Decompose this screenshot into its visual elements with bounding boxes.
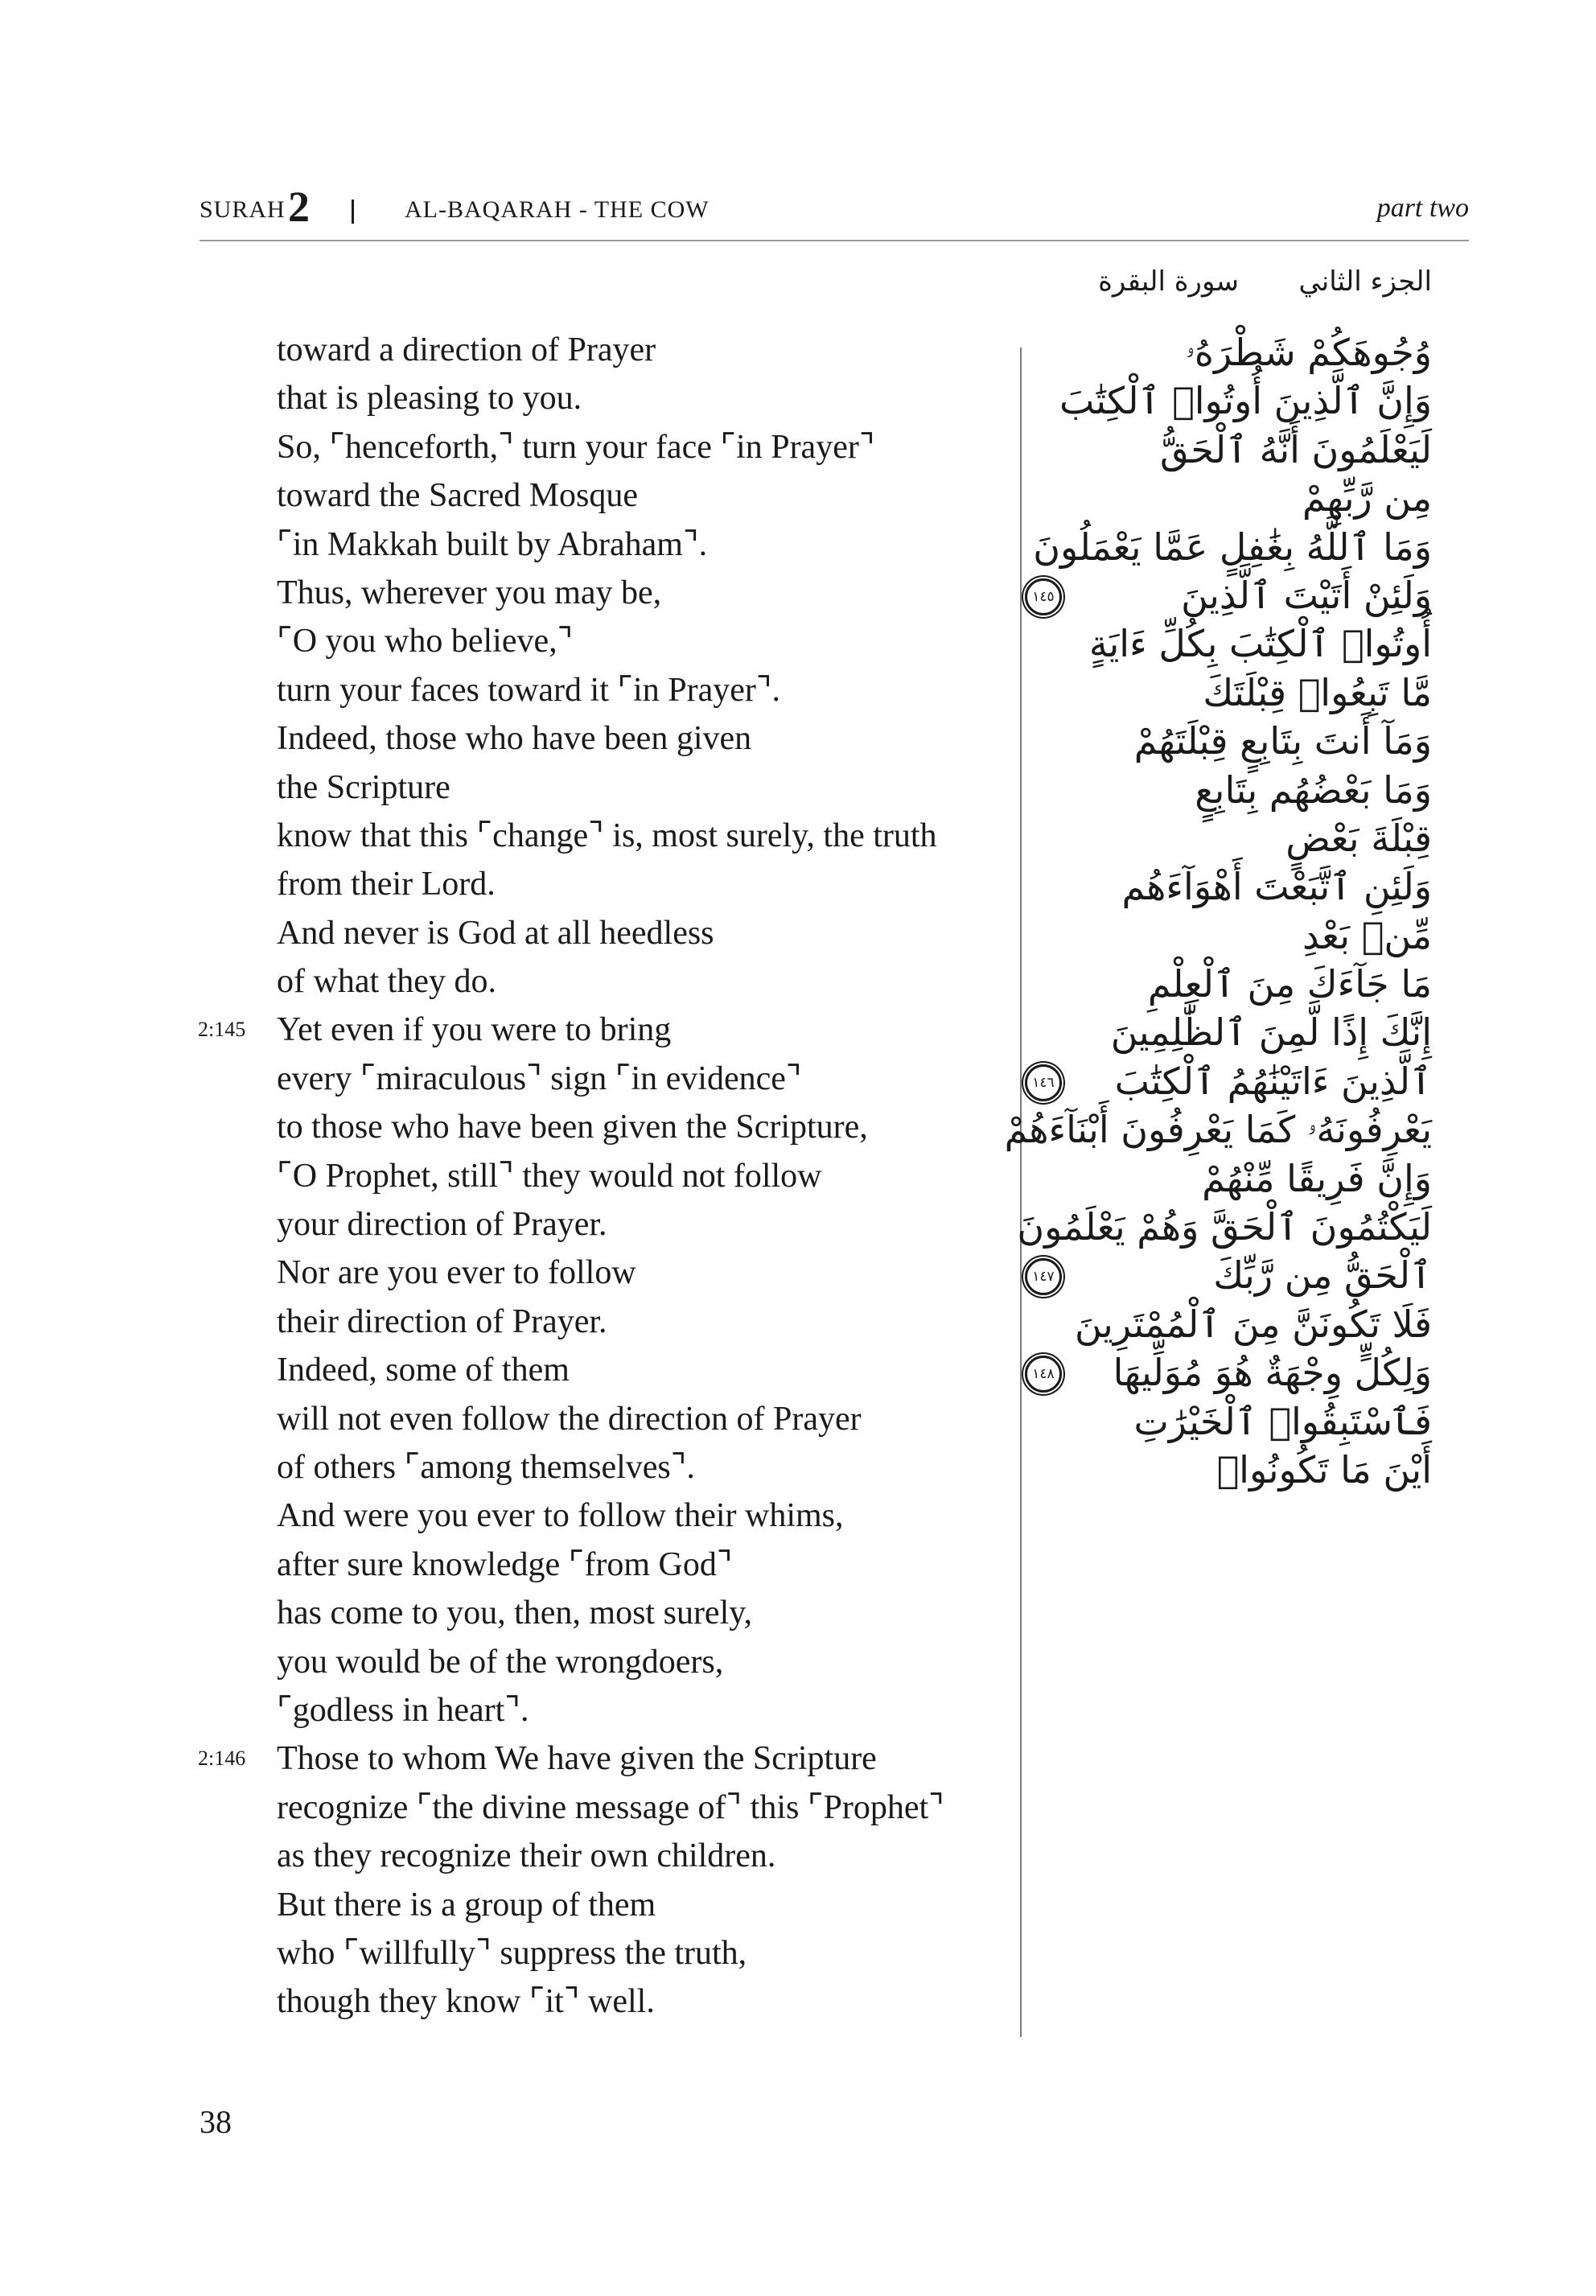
translation-line	[0, 374, 998, 422]
arabic-verse-text: لَيَعْلَمُونَ أَنَّهُ ٱلْحَقُّ	[1160, 427, 1432, 471]
arabic-verse-text: وُجُوهَكُمْ شَطْرَهُۥ	[1185, 331, 1432, 374]
arabic-verse-text: ٱلْحَقُّ مِن رَّبِّكَ	[1213, 1253, 1432, 1298]
translation-text: ⌜O you who believe,⌝	[277, 623, 574, 660]
arabic-line	[1033, 523, 1432, 571]
translation-line	[0, 326, 998, 374]
translation-text: And never is God at all heedless	[277, 914, 714, 952]
arabic-text-column	[1004, 328, 1432, 1494]
arabic-surah-label: سورة البقرة	[1098, 265, 1239, 298]
header-surah-number: 2	[288, 183, 310, 231]
translation-text: from their Lord.	[277, 866, 496, 903]
verse-end-marker-icon: ١٤٥	[1025, 578, 1062, 615]
arabic-verse-text: مَا جَآءَكَ مِنَ ٱلْعِلْمِ	[1147, 962, 1432, 1006]
translation-line	[0, 714, 998, 763]
translation-text: Nor are you ever to follow	[277, 1254, 636, 1292]
verse-end-marker-icon: ١٤٦	[1025, 1064, 1062, 1101]
translation-line	[0, 666, 998, 714]
arabic-line	[1046, 474, 1432, 522]
arabic-verse-text: وَلِكُلٍّ وِجْهَةٌ هُوَ مُوَلِّيهَا	[1113, 1351, 1432, 1395]
translation-text: Indeed, some of them	[277, 1352, 570, 1389]
translation-text: of others ⌜among themselves⌝.	[277, 1448, 695, 1486]
translation-line	[0, 1686, 998, 1734]
arabic-line	[1046, 328, 1432, 376]
translation-line	[0, 1298, 998, 1346]
translation-line	[0, 1734, 998, 1783]
translation-text: though they know ⌜it⌝ well.	[277, 1983, 655, 2021]
arabic-line	[1017, 1203, 1432, 1251]
translation-text: has come to you, then, most surely,	[277, 1594, 753, 1632]
arabic-line	[1046, 766, 1432, 814]
translation-line	[0, 1152, 998, 1200]
translation-line	[0, 1638, 998, 1686]
translation-text: Yet even if you were to bring	[277, 1011, 672, 1049]
verse-number: 2:146	[198, 1747, 246, 1771]
translation-line	[0, 1881, 998, 1929]
translation-text: So, ⌜henceforth,⌝ turn your face ⌜in Prayer⌝	[277, 428, 875, 466]
arabic-verse-text: مِن رَّبِّهِمْ	[1302, 476, 1432, 521]
header-part: part two	[1376, 193, 1469, 223]
translation-text: ⌜O Prophet, still⌝ they would not follow	[277, 1157, 822, 1195]
translation-text: who ⌜willfully⌝ suppress the truth,	[277, 1934, 747, 1972]
translation-line	[0, 1200, 998, 1249]
translation-line	[0, 1929, 998, 1977]
translation-text: Those to whom We have given the Scripture	[277, 1740, 877, 1778]
translation-line	[0, 1492, 998, 1540]
verse-end-marker-icon: ١٤٨	[1025, 1356, 1062, 1393]
arabic-verse-text: قِبْلَةَ بَعْضٍ	[1285, 816, 1432, 860]
arabic-running-header	[1078, 265, 1432, 314]
arabic-line	[1032, 1057, 1432, 1105]
page-number: 38	[200, 2104, 232, 2140]
arabic-verse-text: مَّا تَبِعُوا۟ قِبْلَتَكَ	[1203, 670, 1432, 714]
translation-line	[0, 1249, 998, 1297]
header-separator	[352, 200, 354, 224]
translation-line	[0, 1977, 998, 2026]
translation-line	[0, 521, 998, 569]
translation-line	[0, 1443, 998, 1492]
arabic-line	[1046, 960, 1432, 1008]
translation-text: their direction of Prayer.	[277, 1302, 607, 1340]
arabic-line	[1046, 619, 1432, 668]
arabic-line	[1046, 1154, 1432, 1203]
english-translation-column	[0, 326, 998, 2026]
arabic-verse-text: فَٱسْتَبِقُوا۟ ٱلْخَيْرَٰتِ	[1133, 1399, 1432, 1443]
arabic-line	[1032, 1348, 1432, 1397]
translation-text: And were you ever to follow their whims,	[277, 1497, 844, 1535]
arabic-line	[1046, 1446, 1432, 1494]
arabic-line	[1046, 1397, 1432, 1446]
translation-text: after sure knowledge ⌜from God⌝	[277, 1545, 733, 1583]
arabic-verse-text: إِنَّكَ إِذًا لَّمِنَ ٱلظَّٰلِمِينَ	[1110, 1010, 1432, 1055]
arabic-line	[1032, 1251, 1432, 1299]
verse-number: 2:145	[198, 1018, 246, 1042]
arabic-line	[1046, 911, 1432, 960]
header-surah-label: SURAH	[200, 196, 286, 223]
translation-text: Thus, wherever you may be,	[277, 574, 662, 611]
arabic-verse-text: وَمَا بَعْضُهُم بِتَابِعٍ	[1195, 767, 1432, 812]
translation-text: you would be of the wrongdoers,	[277, 1643, 724, 1681]
arabic-line	[1046, 1300, 1432, 1348]
translation-text: But there is a group of them	[277, 1886, 656, 1924]
arabic-verse-text: أَيْنَ مَا تَكُونُوا۟	[1216, 1447, 1432, 1492]
arabic-verse-text: أُوتُوا۟ ٱلْكِتَٰبَ بِكُلِّ ءَايَةٍ	[1088, 622, 1432, 666]
translation-line	[0, 860, 998, 908]
arabic-verse-text: لَيَكْتُمُونَ ٱلْحَقَّ وَهُمْ يَعْلَمُونَ	[1017, 1205, 1432, 1249]
translation-text: recognize ⌜the divine message of⌝ this ⌜Prophet⌝	[277, 1788, 944, 1826]
translation-line	[0, 957, 998, 1006]
translation-text: every ⌜miraculous⌝ sign ⌜in evidence⌝	[277, 1060, 802, 1097]
arabic-verse-text: يَعْرِفُونَهُۥ كَمَا يَعْرِفُونَ أَبْنَآءَهُمْ	[1004, 1108, 1432, 1152]
translation-line	[0, 1395, 998, 1443]
translation-text: toward the Sacred Mosque	[277, 477, 639, 515]
arabic-juz-label: الجزء الثاني	[1298, 265, 1432, 298]
arabic-verse-text: وَلَئِنِ ٱتَّبَعْتَ أَهْوَآءَهُم	[1121, 865, 1432, 909]
translation-line	[0, 1055, 998, 1103]
translation-line	[0, 569, 998, 617]
translation-text: of what they do.	[277, 963, 496, 1001]
arabic-line	[1046, 376, 1432, 425]
translation-text: your direction of Prayer.	[277, 1206, 607, 1244]
translation-line	[0, 763, 998, 812]
translation-text: ⌜in Makkah built by Abraham⌝.	[277, 525, 708, 563]
translation-text: as they recognize their own children.	[277, 1837, 776, 1875]
header-rule	[200, 240, 1469, 241]
translation-text: Indeed, those who have been given	[277, 720, 752, 758]
translation-line	[0, 1589, 998, 1637]
translation-text: that is pleasing to you.	[277, 380, 582, 418]
arabic-verse-text: وَإِنَّ ٱلَّذِينَ أُوتُوا۟ ٱلْكِتَٰبَ	[1059, 379, 1432, 423]
translation-text: know that this ⌜change⌝ is, most surely, the truth	[277, 817, 937, 854]
translation-text: toward a direction of Prayer	[277, 331, 656, 368]
translation-line	[0, 471, 998, 520]
translation-line	[0, 909, 998, 957]
arabic-line	[1046, 814, 1432, 862]
arabic-verse-text: وَلَئِنْ أَتَيْتَ ٱلَّذِينَ	[1181, 573, 1432, 617]
arabic-line	[1046, 669, 1432, 717]
arabic-verse-text: وَمَا ٱللَّهُ بِغَٰفِلٍ عَمَّا يَعْمَلُونَ	[1033, 525, 1432, 569]
arabic-verse-text: مِّنۢ بَعْدِ	[1302, 913, 1432, 957]
translation-text: will not even follow the direction of Prayer	[277, 1400, 862, 1438]
arabic-line	[1046, 862, 1432, 911]
arabic-line	[1046, 717, 1432, 765]
arabic-verse-text: فَلَا تَكُونَنَّ مِنَ ٱلْمُمْتَرِينَ	[1075, 1302, 1432, 1346]
arabic-line	[1046, 1008, 1432, 1056]
translation-line	[0, 1346, 998, 1394]
arabic-verse-text: وَإِنَّ فَرِيقًا مِّنْهُمْ	[1202, 1156, 1432, 1200]
arabic-verse-text: وَمَآ أَنتَ بِتَابِعٍ قِبْلَتَهُمْ	[1133, 719, 1432, 763]
translation-line	[0, 1832, 998, 1880]
translation-text: the Scripture	[277, 768, 450, 806]
header-surah-title: AL-BAQARAH - THE COW	[405, 196, 710, 223]
translation-line	[0, 423, 998, 471]
arabic-verse-text: ٱلَّذِينَ ءَاتَيْنَٰهُمُ ٱلْكِتَٰبَ	[1114, 1059, 1432, 1103]
arabic-line	[1004, 1105, 1432, 1154]
translation-line	[0, 1541, 998, 1589]
translation-line	[0, 1784, 998, 1832]
running-header	[200, 183, 1469, 240]
translation-text: ⌜godless in heart⌝.	[277, 1691, 529, 1729]
arabic-line	[1046, 426, 1432, 474]
translation-text: to those who have been given the Scripture,	[277, 1109, 868, 1146]
column-divider	[1020, 348, 1022, 2037]
verse-end-marker-icon: ١٤٧	[1025, 1258, 1062, 1295]
translation-line	[0, 617, 998, 665]
translation-line	[0, 812, 998, 860]
translation-line	[0, 1103, 998, 1151]
translation-line	[0, 1006, 998, 1054]
arabic-line	[1032, 571, 1432, 619]
translation-text: turn your faces toward it ⌜in Prayer⌝.	[277, 671, 781, 709]
